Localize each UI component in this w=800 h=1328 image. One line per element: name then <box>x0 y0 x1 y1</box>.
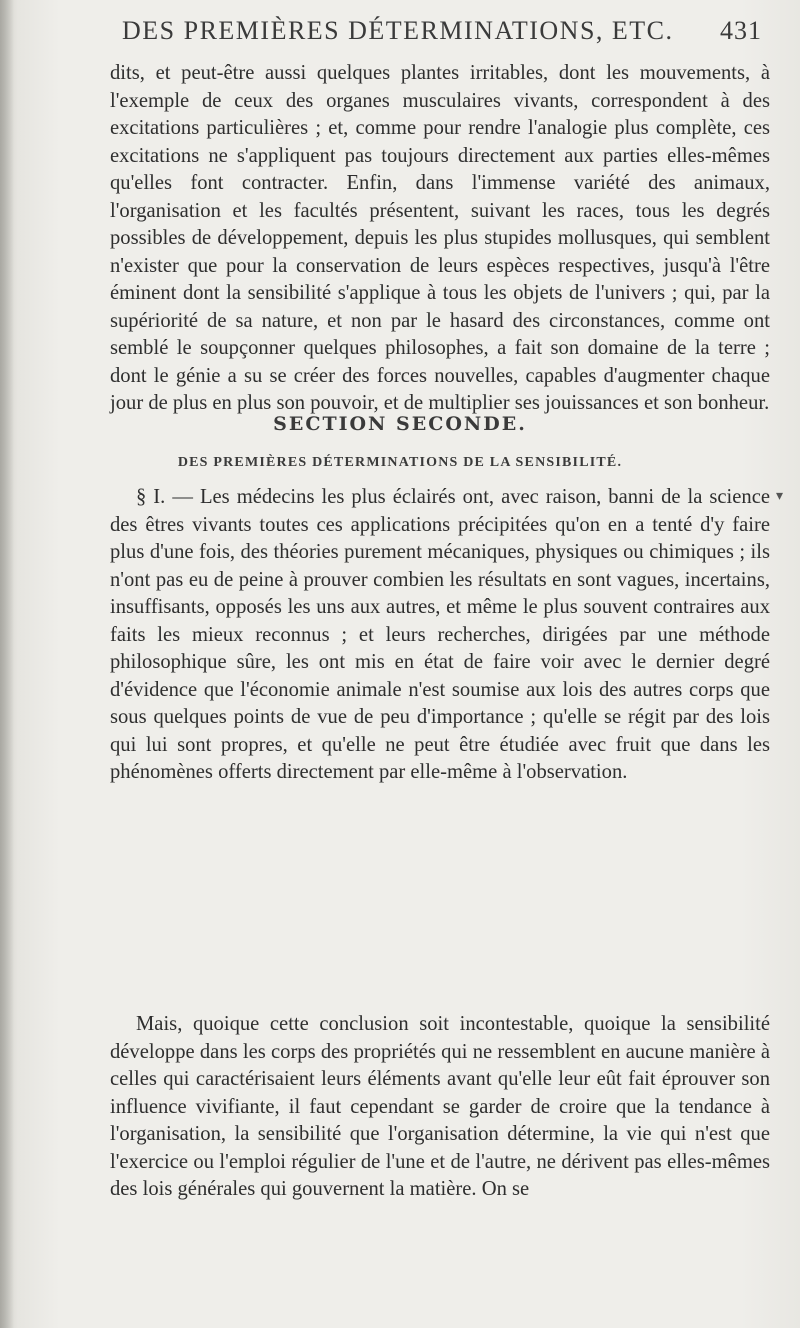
page-number: 431 <box>720 16 762 45</box>
margin-mark-icon: ▾ <box>776 488 784 504</box>
paragraph-section-1: § I. — Les médecins les plus éclairés ont, avec raison, banni de la science des êtres vivants toutes ces applications précipitées qu'on en a tenté d'y faire plus d'une fois, des théories purement mécaniques, physiques ou chimiques ; ils n'ont pas eu de peine à prouver combien les résultats en sont vagues, incertains, insuffisants, opposés les uns aux autres, et même le plus souvent contraires aux faits les mieux reconnus ; et leurs recherches, dirigées par une méthode philosophique sûre, les ont mis en état de faire voir avec le dernier degré d'évidence que l'économie animale n'est soumise aux lois des autres corps que sous quelques points de vue de peu d'importance ; qu'elle se régit par des lois qui lui sont propres, et qu'elle ne peut être étudiée avec fruit que dans les phénomènes offerts directement par elle-même à l'observation. <box>110 486 770 783</box>
section-title: SECTION SECONDE. <box>273 413 527 435</box>
running-head: DES PREMIÈRES DÉTERMINATIONS, ETC. <box>122 16 674 45</box>
paragraph-mais: Mais, quoique cette conclusion soit incontestable, quoique la sensibilité développe dans les corps des propriétés qui ne ressemblent en aucune manière à celles qui caractérisaient leurs éléments avant qu'elle leur eût fait éprouver son influence vivifiante, il faut cependant se garder de croire que la tendance à l'organisation, la sensibilité que l'organisation détermine, la vie qui n'est que l'exercice ou l'emploi régulier de l'une et de l'autre, ne dérivent pas elles-mêmes des lois générales qui gouvernent la matière. On se <box>110 1013 770 1200</box>
paragraph-continued: dits, et peut-être aussi quelques plantes irritables, dont les mouvements, à l'exemple de ceux des organes musculaires vivants, correspondent à des excitations particulières ; et, comme pour rendre l'analogie plus complète, ces excitations ne s'appliquent pas toujours directement aux parties elles-mêmes qu'elles font contracter. Enfin, dans l'immense variété des animaux, l'organisation et les facultés présentent, suivant les races, tous les degrés possibles de développement, depuis les plus stupides mollusques, qui semblent n'exister que pour la conservation de leurs espèces respectives, jusqu'à l'être éminent dont la sensibilité s'applique à tous les objets de l'univers ; qui, par la supériorité de sa nature, et non par le hasard des circonstances, comme ont semblé le soupçonner quelques philosophes, a fait son domaine de la terre ; dont le génie a su se créer des forces nouvelles, capables d'augmenter chaque jour de plus en plus son pouvoir, et de multiplier ses jouissances et son bonheur. <box>110 62 770 414</box>
binding-shadow <box>0 0 14 1328</box>
page-header <box>0 16 800 52</box>
section-subtitle: DES PREMIÈRES DÉTERMINATIONS DE LA SENSIBILITÉ. <box>177 455 623 470</box>
